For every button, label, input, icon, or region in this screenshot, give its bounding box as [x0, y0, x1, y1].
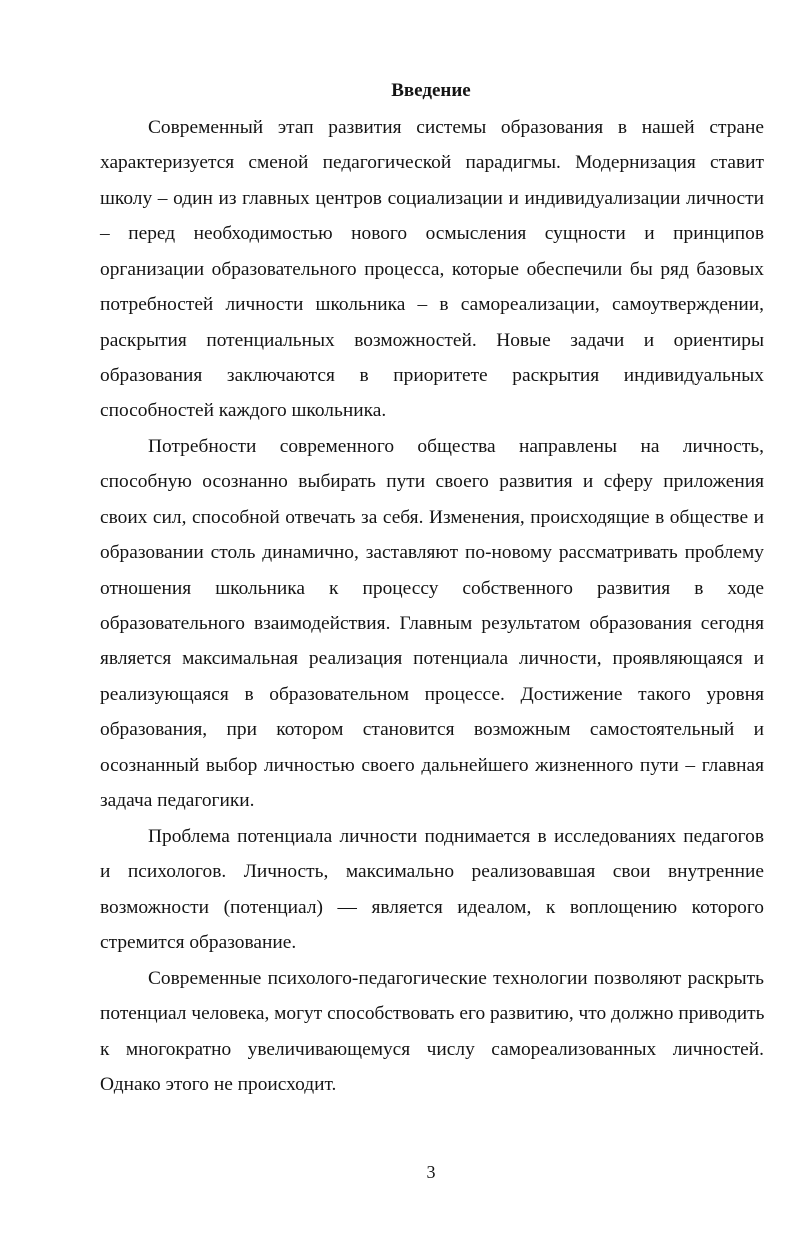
text-line: отношения школьника к процессу собственного развития в ходе [100, 578, 764, 599]
text-line: является максимальная реализация потенциала личности, проявляющаяся и [100, 648, 764, 669]
text-line: организации образовательного процесса, которые обеспечили бы ряд базовых [100, 259, 764, 280]
text-line: образовании столь динамично, заставляют по-новому рассматривать проблему [100, 542, 764, 563]
text-line: осознанный выбор личностью своего дальнейшего жизненного пути – главная [100, 755, 764, 776]
text-line: способностей каждого школьника. [100, 400, 387, 421]
text-line: Потребности современного общества направлены на личность, [148, 436, 764, 457]
text-line: раскрытия потенциальных возможностей. Новые задачи и ориентиры [100, 330, 764, 351]
text-line: способную осознанно выбирать пути своего развития и сферу приложения [100, 471, 764, 492]
text-line: к многократно увеличивающемуся числу самореализованных личностей. [100, 1039, 764, 1060]
text-line: задача педагогики. [100, 790, 255, 811]
text-line: Современный этап развития системы образования в нашей стране [148, 117, 764, 138]
text-line: образования заключаются в приоритете раскрытия индивидуальных [100, 365, 764, 386]
text-line: возможности (потенциал) — является идеалом, к воплощению которого [100, 897, 764, 918]
text-line: – перед необходимостью нового осмысления сущности и принципов [100, 223, 764, 244]
text-line: Проблема потенциала личности поднимается в исследованиях педагогов [148, 826, 764, 847]
text-line: стремится образование. [100, 932, 297, 953]
text-line: характеризуется сменой педагогической парадигмы. Модернизация ставит [100, 152, 764, 173]
text-line: реализующаяся в образовательном процессе. Достижение такого уровня [100, 684, 764, 705]
text-line: и психологов. Личность, максимально реализовавшая свои внутренние [100, 861, 764, 882]
text-line: образования, при котором становится возможным самостоятельный и [100, 719, 764, 740]
text-line: потребностей личности школьника – в самореализации, самоутверждении, [100, 294, 764, 315]
text-line: Однако этого не происходит. [100, 1074, 337, 1095]
text-line: образовательного взаимодействия. Главным результатом образования сегодня [100, 613, 764, 634]
text-line: Современные психолого-педагогические технологии позволяют раскрыть [148, 968, 764, 989]
page-number: 3 [426, 1162, 436, 1182]
text-line: школу – один из главных центров социализации и индивидуализации личности [100, 188, 764, 209]
text-line: потенциал человека, могут способствовать его развитию, что должно приводить [100, 1003, 765, 1024]
text-line: своих сил, способной отвечать за себя. Изменения, происходящие в обществе и [100, 507, 764, 528]
page-title: Введение [391, 80, 471, 101]
